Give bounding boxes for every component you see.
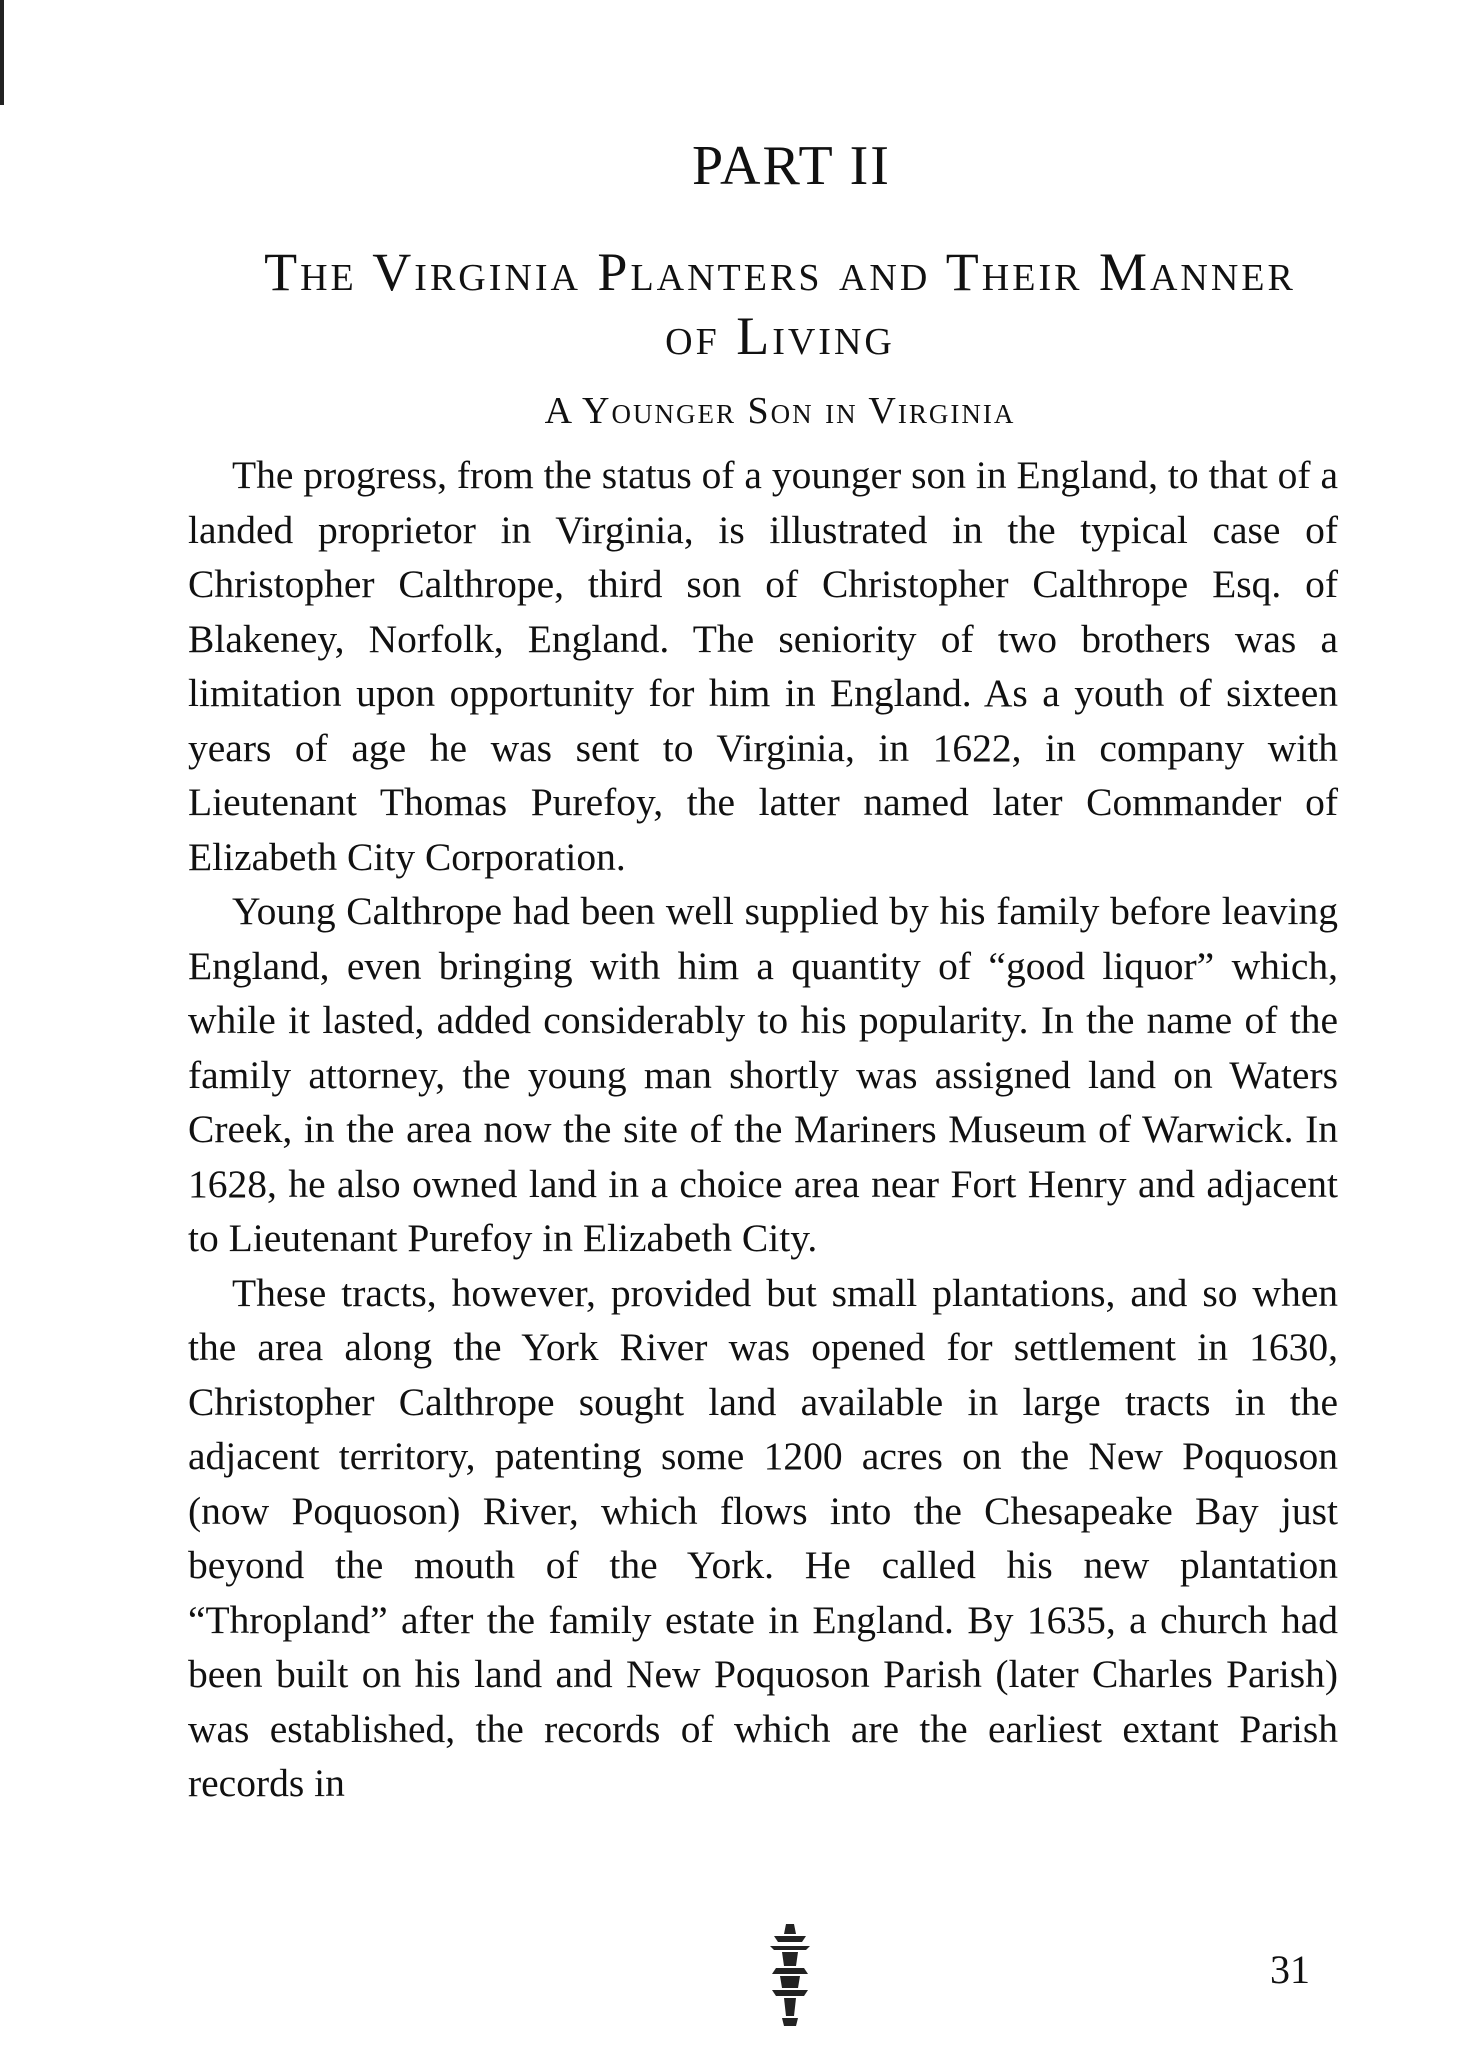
paragraph: The progress, from the status of a younger son in England, to that of a landed proprietor in Virginia, is illustrated in the typical case of Christopher Calthrope, third son of Christopher Calthrope Esq. of Blakeney, Norfolk, England. The seniority of two brothers was a limitation upon opportunity for him in England. As a youth of sixteen years of age he was sent to Virginia, in 1622, in company with Lieutenant Thomas Purefoy, the latter named later Commander of Elizabeth City Corporation. [188, 453, 1338, 879]
paragraph: Young Calthrope had been well supplied by his family before leaving England, even bringing with him a quantity of “good liquor” which, while it lasted, added considerably to his popularity. In the name of the family attorney, the young man shortly was assigned land on Waters Creek, in the area now the site of the Mariners Museum of Warwick. In 1628, he also owned land in a choice area near Fort Henry and adjacent to Lieutenant Purefoy in Elizabeth City. [188, 889, 1338, 1260]
page-number: 31 [1270, 1947, 1310, 1992]
part-title: PART II [692, 135, 891, 197]
section-title: A Younger Son in Virginia [544, 390, 1016, 432]
body-text [188, 448, 1338, 1811]
paragraph: These tracts, however, provided but small plantations, and so when the area along the York River was opened for settlement in 1630, Christopher Calthrope sought land available in large tracts in the adjacent territory, patenting some 1200 acres on the New Poquoson (now Poquoson) River, which flows into the Chesapeake Bay just beyond the mouth of the York. He called his new plantation “Thropland” after the family estate in England. By 1635, a church had been built on his land and New Poquoson Parish (later Charles Parish) was established, the records of which are the earliest extant Parish records in [188, 1270, 1338, 1805]
page-edge-mark [0, 0, 4, 105]
chapter-title: The Virginia Planters and Their Manner of Living [264, 242, 1296, 366]
printer-ornament-icon [760, 1920, 820, 2030]
